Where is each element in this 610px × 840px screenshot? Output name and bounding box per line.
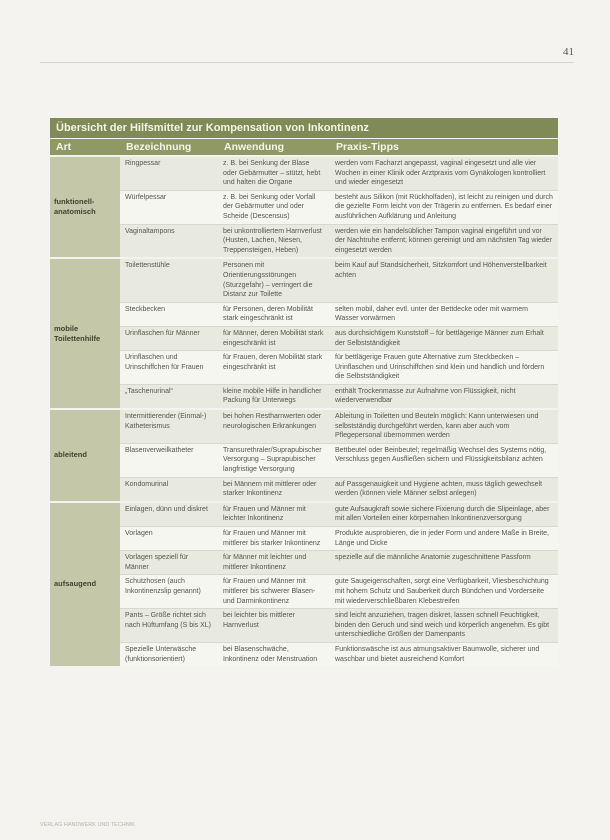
- cell-bezeichnung: Einlagen, dünn und diskret: [125, 505, 208, 513]
- table-group: [50, 155, 558, 257]
- cell-bezeichnung: Vorlagen speziell für Männer: [125, 554, 189, 571]
- cell-bezeichnung: Vorlagen: [125, 530, 153, 537]
- table-row: [120, 327, 558, 351]
- cell-praxis-tipps: selten mobil, daher evtl. unter der Bettdecke oder mit warmem Wasser vorwärmen: [335, 305, 528, 323]
- cell-bezeichnung: Intermittierender (Einmal-) Katheterismus: [125, 413, 207, 430]
- table-row: [120, 609, 558, 643]
- footer-text: VERLAG HANDWERK UND TECHNIK: [40, 822, 135, 828]
- cell-anwendung: Transurethraler/Suprapubischer Versorgung – Suprapubischer langfristige Versorgung: [223, 446, 322, 474]
- cell-anwendung: Personen mit Orientierungsstörungen (Sturzgefahr) – verringert die Distanz zur Toilette: [223, 262, 313, 299]
- cell-bezeichnung: Schutzhosen (auch Inkontinenzslip genannt): [125, 578, 201, 595]
- cell-praxis-tipps: spezielle auf die männliche Anatomie zugeschnittene Passform: [335, 554, 531, 562]
- cell-bezeichnung: Steckbecken: [125, 305, 166, 313]
- table-row: [120, 478, 558, 501]
- table-body: [50, 155, 558, 666]
- group-rows: [120, 157, 558, 257]
- cell-anwendung: bei Männern mit mittlerer oder starker Inkontinenz: [223, 480, 317, 498]
- table-row: [120, 503, 558, 527]
- cell-anwendung: für Personen, deren Mobilität stark eingeschränkt ist: [223, 305, 313, 323]
- table-header: [50, 139, 558, 155]
- cell-bezeichnung: Urinflaschen und Urinschiffchen für Frauen: [125, 354, 204, 371]
- group-art-label: funktionell-anatomisch: [50, 157, 120, 257]
- cell-bezeichnung: Ringpessar: [125, 160, 161, 167]
- group-rows: [120, 259, 558, 408]
- table-row: [120, 551, 558, 575]
- table-row: [120, 444, 558, 478]
- table-row: [120, 643, 558, 666]
- header-praxis-tipps: Praxis-Tipps: [336, 141, 399, 153]
- cell-praxis-tipps: für bettlägerige Frauen gute Alternative zum Steckbecken – Urinflaschen und Urinschiffchen sind klein und handlich und fördern die Selbstständigkeit: [335, 354, 545, 381]
- cell-anwendung: für Männer, deren Mobilität stark eingeschränkt ist: [223, 329, 324, 347]
- header-art: Art: [56, 141, 72, 153]
- cell-anwendung: bei hohen Restharnwerten oder neurologischen Erkrankungen: [223, 413, 322, 430]
- header-anwendung: Anwendung: [224, 141, 285, 153]
- cell-anwendung: für Frauen und Männer mit mittlerer bis schwerer Blasen- und Darminkontinenz: [223, 578, 316, 605]
- cell-praxis-tipps: Produkte ausprobieren, die in jeder Form und andere Maße in Breite, Länge und Dicke: [335, 530, 550, 547]
- cell-praxis-tipps: sind leicht anzuziehen, tragen diskret, lassen schnell Feuchtigkeit, binden den Geruch und sind weich und körperlich angenehm. Es gibt unterschiedliche Größen der Damenpants: [335, 612, 550, 639]
- cell-anwendung: für Frauen und Männer mit mittlerer bis starker Inkontinenz: [223, 530, 321, 547]
- cell-anwendung: bei leichter bis mittlerer Harnverlust: [223, 612, 295, 629]
- table-row: [120, 527, 558, 551]
- cell-praxis-tipps: auf Passgenauigkeit und Hygiene achten, muss täglich gewechselt werden (können viele Männer selbst anlegen): [335, 480, 543, 498]
- table-group: [50, 501, 558, 666]
- cell-praxis-tipps: gute Aufsaugkraft sowie sichere Fixierung durch die Slipeinlage, aber mit allen Vorteilen einer körpernahen Inkontinenzversorgung: [335, 505, 550, 523]
- header-bezeichnung: Bezeichnung: [126, 141, 192, 153]
- cell-anwendung: z. B. bei Senkung der Blase oder Gebärmutter – stützt, hebt und halten die Organe: [223, 160, 321, 187]
- aid-table: [50, 118, 558, 666]
- table-title: Übersicht der Hilfsmittel zur Kompensation von Inkontinenz: [50, 118, 558, 139]
- cell-anwendung: für Frauen und Männer mit leichter Inkontinenz: [223, 505, 306, 523]
- cell-praxis-tipps: werden wie ein handelsüblicher Tampon vaginal eingeführt und vor der Nachtruhe entfernt; können gereinigt und am nächsten Tag wieder eingesetzt werden: [335, 227, 553, 254]
- group-rows: [120, 410, 558, 501]
- table-group: [50, 408, 558, 501]
- table-row: [120, 157, 558, 191]
- cell-bezeichnung: „Taschenurinal“: [125, 387, 173, 395]
- cell-bezeichnung: Vaginaltampons: [125, 227, 175, 235]
- cell-anwendung: bei Blasenschwäche, Inkontinenz oder Menstruation: [223, 645, 318, 663]
- cell-anwendung: bei unkontrolliertem Harnverlust (Husten, Lachen, Niesen, Treppensteigen, Heben): [223, 227, 322, 254]
- cell-bezeichnung: Pants – Größe richtet sich nach Hüftumfang (S bis XL): [125, 612, 211, 629]
- table-row: [120, 303, 558, 327]
- cell-anwendung: für Frauen, deren Mobilität stark eingeschränkt ist: [223, 354, 323, 371]
- cell-praxis-tipps: aus durchsichtigem Kunststoff – für bettlägerige Männer zum Erhalt der Selbstständigkeit: [335, 329, 544, 347]
- cell-bezeichnung: Blasenverweilkatheter: [125, 446, 194, 454]
- page-number: 41: [563, 46, 574, 58]
- table-row: [120, 191, 558, 225]
- cell-praxis-tipps: enthält Trockenmasse zur Aufnahme von Flüssigkeit, nicht wiederverwendbar: [335, 387, 516, 405]
- table-row: [120, 225, 558, 258]
- table-row: [120, 259, 558, 302]
- cell-anwendung: kleine mobile Hilfe in handlicher Packung für Unterwegs: [223, 387, 322, 405]
- table-row: [120, 575, 558, 609]
- cell-praxis-tipps: beim Kauf auf Standsicherheit, Sitzkomfort und Höhenverstellbarkeit achten: [335, 262, 547, 279]
- cell-anwendung: z. B. bei Senkung oder Vorfall der Gebärmutter und oder Scheide (Descensus): [223, 193, 316, 220]
- cell-bezeichnung: Würfelpessar: [125, 193, 167, 201]
- cell-praxis-tipps: Bettbeutel oder Beinbeutel; regelmäßig Wechsel des Systems nötig, Verschluss gegen Ausfließen sichern und Flüssigkeitsbilanz achten: [335, 446, 547, 464]
- group-art-label: aufsaugend: [50, 503, 120, 666]
- table-row: [120, 385, 558, 408]
- cell-praxis-tipps: Ableitung in Toiletten und Beuteln möglich: Kann unterwiesen und selbstständig durchgeführt werden, kann aber auch vom Pflegepersonal übernommen werden: [335, 413, 539, 440]
- cell-praxis-tipps: Funktionswäsche ist aus atmungsaktiver Baumwolle, sicherer und waschbar und bietet ausreichend Komfort: [335, 645, 540, 663]
- cell-bezeichnung: Toilettenstühle: [125, 262, 170, 270]
- cell-anwendung: für Männer mit leichter und mittlerer Inkontinenz: [223, 554, 307, 571]
- group-rows: [120, 503, 558, 666]
- cell-bezeichnung: Spezielle Unterwäsche (funktionsorientiert): [125, 645, 197, 663]
- cell-praxis-tipps: werden vom Facharzt angepasst, vaginal eingesetzt und alle vier Wochen in einer Klinik oder Arztpraxis vom Gynäkologen kontrolliert und wieder eingesetzt: [335, 160, 546, 187]
- group-art-label: ableitend: [50, 410, 120, 501]
- cell-praxis-tipps: besteht aus Silikon (mit Rückholfaden), ist leicht zu reinigen und durch die gezielte Form leicht von der Trägerin zu entfernen. Es bedarf einer ausführlichen Aufklärung und Anleitung: [335, 193, 553, 220]
- cell-bezeichnung: Urinflaschen für Männer: [125, 329, 200, 337]
- table-row: [120, 351, 558, 385]
- table-group: [50, 257, 558, 408]
- cell-bezeichnung: Kondomurinal: [125, 480, 169, 488]
- cell-praxis-tipps: gute Saugeigenschaften, sorgt eine Verfügbarkeit, Vliesbeschichtung mit hohem Schutz und Sauberkeit durch Bündchen und Vorderseite mit wiederverschließbaren Klebestreifen: [335, 578, 549, 605]
- group-art-label: mobile Toilettenhilfe: [50, 259, 120, 408]
- table-row: [120, 410, 558, 444]
- top-rule: [40, 62, 574, 63]
